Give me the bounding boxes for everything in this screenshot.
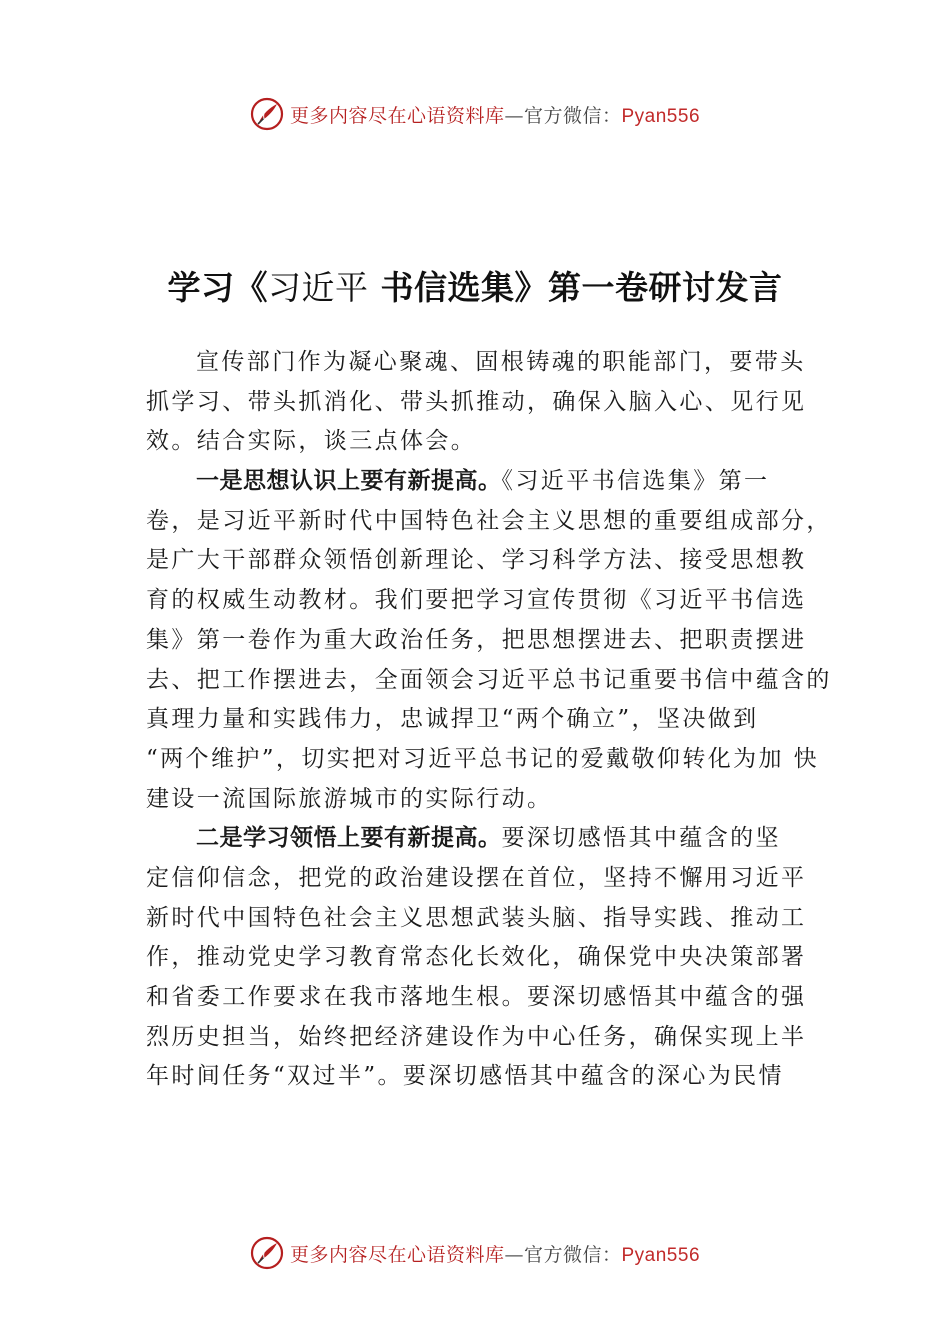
header-watermark-banner [0, 94, 950, 134]
paragraph-line: 卷，是习近平新时代中国特色社会主义思想的重要组成部分， [146, 507, 832, 534]
paragraph-line: 作，推动党史学习教育常态化长效化，确保党中央决策部署 [146, 944, 807, 971]
paragraph-line: 定信仰信念，把党的政治建设摆在首位，坚持不懈用习近平 [146, 864, 807, 891]
watermark-text: 更多内容尽在心语资料库—官方微信：Pyan556 [289, 1243, 701, 1266]
paragraph-line: 效。结合实际，谈三点体会。 [146, 428, 477, 455]
feather-quill-logo-icon [250, 1236, 284, 1270]
paragraph-line: 年时间任务“双过半”。要深切感悟其中蕴含的深心为民情 [146, 1063, 784, 1090]
footer-watermark-banner [0, 1233, 950, 1273]
paragraph-line: 真理力量和实践伟力，忠诚捍卫“两个确立”，坚决做到 [146, 706, 759, 733]
section-lead-heading: 二是学习领悟上要有新提高。 [196, 825, 502, 852]
paragraph-line: 和省委工作要求在我市落地生根。要深切感悟其中蕴含的强 [146, 984, 807, 1010]
paragraph-line: 一是思想认识上要有新提高。《习近平书信选集》第一 [196, 468, 770, 495]
watermark-text: 更多内容尽在心语资料库—官方微信：Pyan556 [289, 104, 701, 127]
paragraph-line: 新时代中国特色社会主义思想武装头脑、指导实践、推动工 [146, 904, 807, 931]
paragraph-line: 宣传部门作为凝心聚魂、固根铸魂的职能部门，要带头 [196, 349, 806, 375]
paragraph-line: 建设一流国际旅游城市的实际行动。 [146, 785, 553, 812]
section-lead-heading: 一是思想认识上要有新提高。 [196, 468, 502, 495]
paragraph-line: 是广大干部群众领悟创新理论、学习科学方法、接受思想教 [146, 547, 807, 574]
paragraph-line: “两个维护”，切实把对习近平总书记的爱戴敬仰转化为加 快 [146, 745, 820, 772]
feather-quill-logo-icon [250, 97, 284, 131]
paragraph-line: 抓学习、带头抓消化、带头抓推动，确保入脑入心、见行见 [146, 388, 807, 415]
document-title: 学习《习近平 书信选集》第一卷研讨发言 [167, 268, 783, 307]
paragraph-line: 集》第一卷作为重大政治任务，把思想摆进去、把职责摆进 [146, 626, 807, 653]
paragraph-line: 育的权威生动教材。我们要把学习宣传贯彻《习近平书信选 [146, 587, 807, 614]
paragraph-line: 二是学习领悟上要有新提高。要深切感悟其中蕴含的坚 [196, 825, 781, 852]
document-body [146, 343, 836, 1097]
paragraph-line: 烈历史担当，始终把经济建设作为中心任务，确保实现上半 [146, 1023, 807, 1050]
paragraph-line: 去、把工作摆进去，全面领会习近平总书记重要书信中蕴含的 [146, 666, 832, 693]
